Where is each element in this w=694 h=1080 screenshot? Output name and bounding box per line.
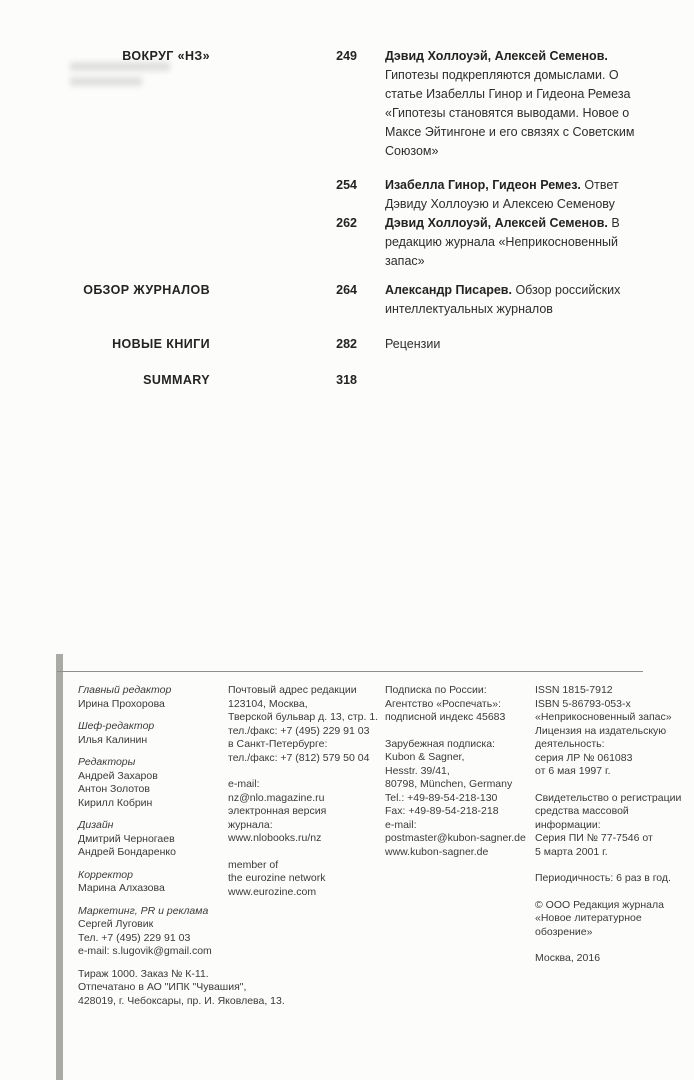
text-line: Fax: +49-89-54-218-218 <box>385 805 499 817</box>
print-info <box>78 967 285 1009</box>
spine-bar <box>56 654 63 1080</box>
staff-group <box>78 720 228 747</box>
city-year <box>535 952 684 966</box>
toc-row <box>78 214 660 271</box>
toc-page-number: 262 <box>336 216 357 230</box>
staff-names <box>78 770 228 811</box>
toc-entry <box>385 176 657 214</box>
toc-entry-text: Рецензии <box>385 337 441 351</box>
toc-page-number: 249 <box>336 49 357 63</box>
text-line: журнала: <box>228 818 273 831</box>
text-line: the eurozine network <box>228 872 326 884</box>
copyright-info <box>535 899 684 940</box>
staff-names <box>78 734 228 748</box>
text-line: www.kubon-sagner.de <box>385 845 489 858</box>
text-line: Серия ПИ № 77-7546 от <box>535 832 653 844</box>
toc-entry-text: Ответ Дэвиду Холлоуэю и Алексею Семенову <box>385 178 619 211</box>
text-line: Почтовый адрес редакции <box>228 684 357 696</box>
toc-row <box>78 335 660 354</box>
text-line: Тверской бульвар д. 13, стр. 1. <box>228 711 379 723</box>
colophon-subscription-column <box>385 684 535 1017</box>
text-line: Зарубежная подписка: <box>385 737 495 750</box>
text-line: Андрей Захаров <box>78 769 158 782</box>
toc-entry <box>385 335 657 354</box>
text-line: средства массовой <box>535 805 629 817</box>
text-line: member of <box>228 858 279 871</box>
staff-group <box>78 819 228 860</box>
text-line: тел./факс: +7 (812) 579 50 04 <box>228 751 370 764</box>
toc-entry-authors: Александр Писарев. <box>385 283 512 297</box>
text-line: ISSN 1815-7912 <box>535 684 613 696</box>
colophon-divider-rule <box>57 671 643 672</box>
eurozine-note <box>228 859 385 900</box>
text-line: от 6 мая 1997 г. <box>535 765 611 777</box>
toc-page-number: 264 <box>336 283 357 297</box>
text-line: Кирилл Кобрин <box>78 796 153 809</box>
table-of-contents <box>78 47 660 390</box>
text-line: Свидетельство о регистрации <box>535 791 682 804</box>
text-line: серия ЛР № 061083 <box>535 751 633 764</box>
text-line: тел./факс: +7 (495) 229 91 03 <box>228 724 370 737</box>
toc-entry-authors: Дэвид Холлоуэй, Алексей Семенов. <box>385 49 608 63</box>
staff-group <box>78 869 228 896</box>
staff-role: Дизайн <box>78 819 114 831</box>
text-line: Москва, 2016 <box>535 952 601 964</box>
toc-page-number: 282 <box>336 337 357 351</box>
text-line: Kubon & Sagner, <box>385 751 465 763</box>
staff-group <box>78 905 228 959</box>
text-line: e-mail: <box>385 818 417 831</box>
text-line: Марина Алхазова <box>78 882 165 894</box>
toc-entry <box>385 281 657 319</box>
colophon-address-column <box>228 684 385 1017</box>
text-line: 5 марта 2001 г. <box>535 845 608 858</box>
text-line: Сергей Луговик <box>78 918 154 930</box>
text-line: © ООО Редакция журнала <box>535 898 664 911</box>
text-line: Периодичность: 6 раз в год. <box>535 872 671 884</box>
staff-role: Редакторы <box>78 756 136 768</box>
text-line: 80798, München, Germany <box>385 778 513 790</box>
staff-names <box>78 882 228 896</box>
periodicity-info <box>535 872 684 886</box>
text-line: ISBN 5-86793-053-x <box>535 697 631 710</box>
colophon <box>78 684 684 1017</box>
text-line: «Неприкосновенный запас» <box>535 711 672 723</box>
text-line: e-mail: s.lugovik@gmail.com <box>78 945 212 957</box>
toc-section-heading: НОВЫЕ КНИГИ <box>112 337 210 351</box>
staff-group <box>78 756 228 810</box>
text-line: Лицензия на издательскую <box>535 724 667 737</box>
text-line: электронная версия <box>228 805 327 817</box>
text-line: Hesstr. 39/41, <box>385 764 450 777</box>
toc-entry-text: Обзор российских интеллектуальных журналов <box>385 283 621 316</box>
toc-entry-text: В редакцию журнала «Неприкосновенный запас» <box>385 216 620 268</box>
staff-role: Маркетинг, PR и реклама <box>78 904 209 917</box>
text-line: Tel.: +49-89-54-218-130 <box>385 791 498 804</box>
text-line: e-mail: <box>228 778 260 790</box>
toc-row <box>78 281 660 319</box>
toc-row <box>78 176 660 214</box>
text-line: обозрение» <box>535 925 593 938</box>
text-line: Тел. +7 (495) 229 91 03 <box>78 931 191 944</box>
text-line: 428019, г. Чебоксары, пр. И. Яковлева, 13. <box>78 994 285 1007</box>
toc-entry-authors: Дэвид Холлоуэй, Алексей Семенов. <box>385 216 608 230</box>
toc-section-heading: ОБЗОР ЖУРНАЛОВ <box>83 283 210 297</box>
editorial-email <box>228 778 385 846</box>
toc-entry-text: Гипотезы подкрепляются домыслами. О статье Изабеллы Гинор и Гидеона Ремеза «Гипотезы становятся выводами. Новое о Максе Эйтингоне и его связях с Советским Союзом» <box>385 68 635 158</box>
text-line: postmaster@kubon-sagner.de <box>385 832 526 844</box>
text-line: 123104, Москва, <box>228 697 308 710</box>
text-line: Подписка по России: <box>385 684 487 696</box>
text-line: nz@nlo.magazine.ru <box>228 791 325 804</box>
text-line: Дмитрий Черногаев <box>78 832 175 845</box>
registration-info <box>535 792 684 860</box>
text-line: Андрей Бондаренко <box>78 846 176 858</box>
toc-entry <box>385 214 657 271</box>
staff-names <box>78 698 228 712</box>
staff-role: Главный редактор <box>78 684 172 696</box>
staff-group <box>78 684 228 711</box>
staff-role: Корректор <box>78 868 133 881</box>
text-line: Тираж 1000. Заказ № К-11. <box>78 967 209 980</box>
text-line: Антон Золотов <box>78 783 150 795</box>
editorial-address <box>228 684 385 765</box>
toc-row <box>78 47 660 161</box>
text-line: в Санкт-Петербурге: <box>228 738 328 750</box>
text-line: Ирина Прохорова <box>78 697 165 710</box>
toc-section-heading: SUMMARY <box>143 373 210 387</box>
text-line: Отпечатано в АО "ИПК "Чувашия", <box>78 981 247 993</box>
text-line: Илья Калинин <box>78 733 148 746</box>
text-line: «Новое литературное <box>535 912 642 924</box>
text-line: www.nlobooks.ru/nz <box>228 832 322 844</box>
toc-row <box>78 371 660 390</box>
text-line: деятельность: <box>535 738 605 750</box>
issn-license-info <box>535 684 684 779</box>
text-line: www.eurozine.com <box>228 885 317 898</box>
subscription-russia <box>385 684 535 725</box>
text-line: Агентство «Роспечать»: <box>385 697 501 710</box>
staff-role: Шеф-редактор <box>78 720 155 732</box>
text-line: подписной индекс 45683 <box>385 711 506 723</box>
toc-page-number: 318 <box>336 373 357 387</box>
toc-section-heading: ВОКРУГ «НЗ» <box>122 49 210 63</box>
toc-entry-authors: Изабелла Гинор, Гидеон Ремез. <box>385 178 581 192</box>
staff-names <box>78 918 228 959</box>
colophon-legal-column <box>535 684 684 1017</box>
toc-page-number: 254 <box>336 178 357 192</box>
toc-entry <box>385 47 657 161</box>
text-line: информации: <box>535 818 601 831</box>
staff-names <box>78 833 228 860</box>
subscription-international <box>385 738 535 860</box>
